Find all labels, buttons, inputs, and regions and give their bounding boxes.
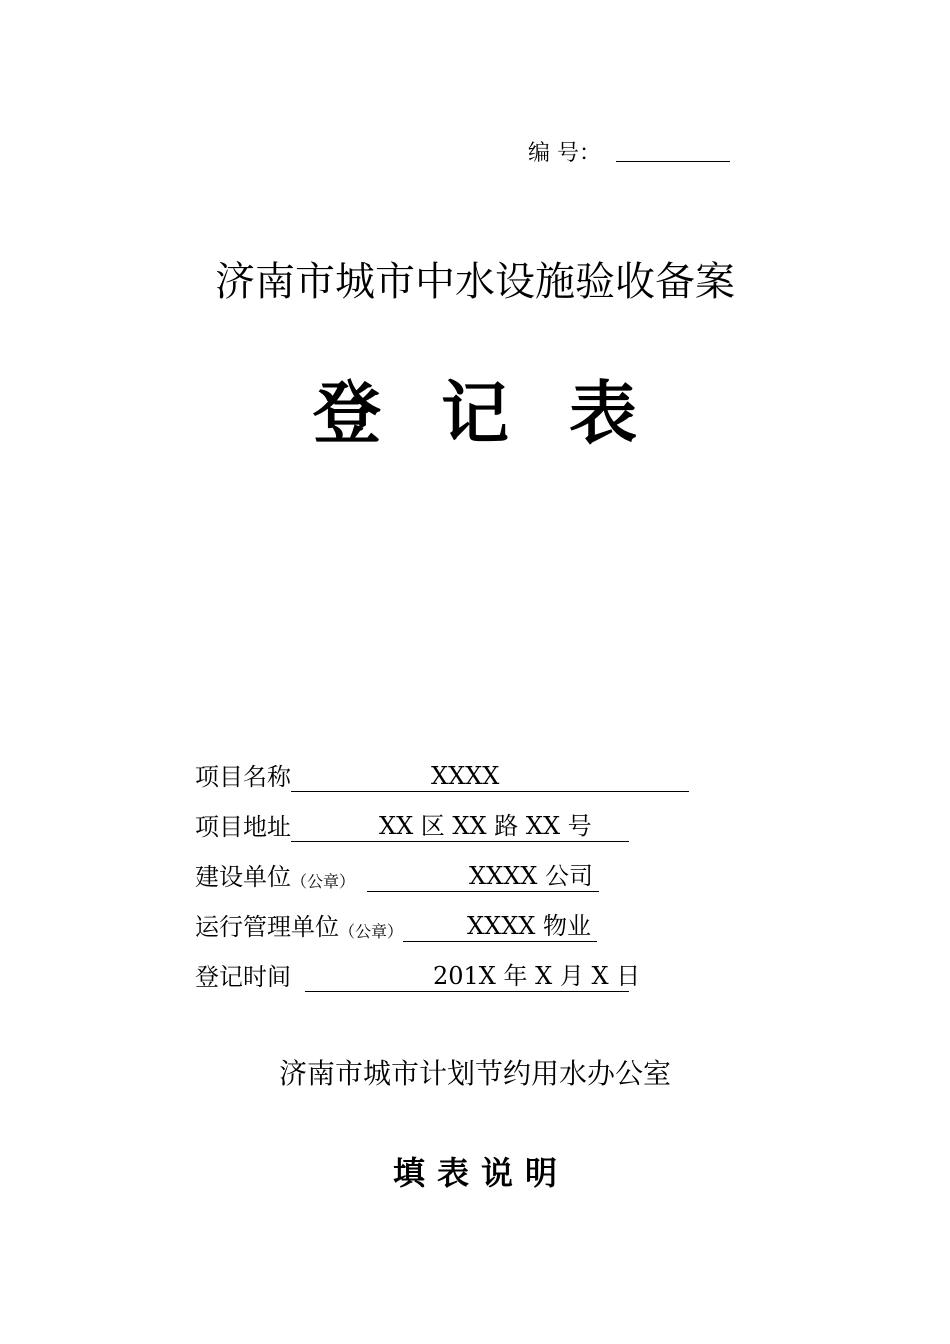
- field-value: XXXX: [431, 762, 500, 790]
- field-label: 登记时间: [195, 963, 291, 991]
- field-value: XXXX 物业: [467, 912, 591, 940]
- field-row-registration-date: [195, 957, 641, 992]
- issuing-office: 济南市城市计划节约用水办公室: [278, 1057, 671, 1090]
- operation-unit-field[interactable]: [403, 911, 597, 942]
- field-row-operation-unit: [195, 907, 597, 942]
- field-row-construction-unit: [195, 857, 599, 892]
- construction-unit-field[interactable]: [367, 861, 599, 892]
- serial-number-field[interactable]: [616, 161, 730, 162]
- form-subtitle: 登记表: [312, 374, 697, 454]
- instructions-heading: 填表说明: [392, 1154, 569, 1192]
- field-row-project-address: [195, 807, 629, 842]
- serial-number-label: 编 号：: [528, 141, 601, 166]
- field-label: 项目名称: [195, 763, 291, 791]
- form-title: 济南市城市中水设施验收备案: [215, 259, 735, 305]
- field-value: XX 区 XX 路 XX 号: [379, 812, 592, 840]
- registration-date-field[interactable]: [305, 961, 641, 992]
- project-address-field[interactable]: [291, 811, 629, 842]
- field-label: 建设单位: [195, 863, 291, 891]
- field-row-project-name: [195, 757, 689, 792]
- field-value: 201X 年 X 月 X 日: [433, 962, 641, 990]
- field-label: 运行管理单位: [195, 913, 339, 941]
- field-value: XXXX 公司: [469, 862, 593, 890]
- project-name-field[interactable]: [291, 761, 689, 792]
- seal-note: （公章）: [291, 872, 356, 891]
- seal-note: （公章）: [339, 922, 404, 941]
- field-label: 项目地址: [195, 813, 291, 841]
